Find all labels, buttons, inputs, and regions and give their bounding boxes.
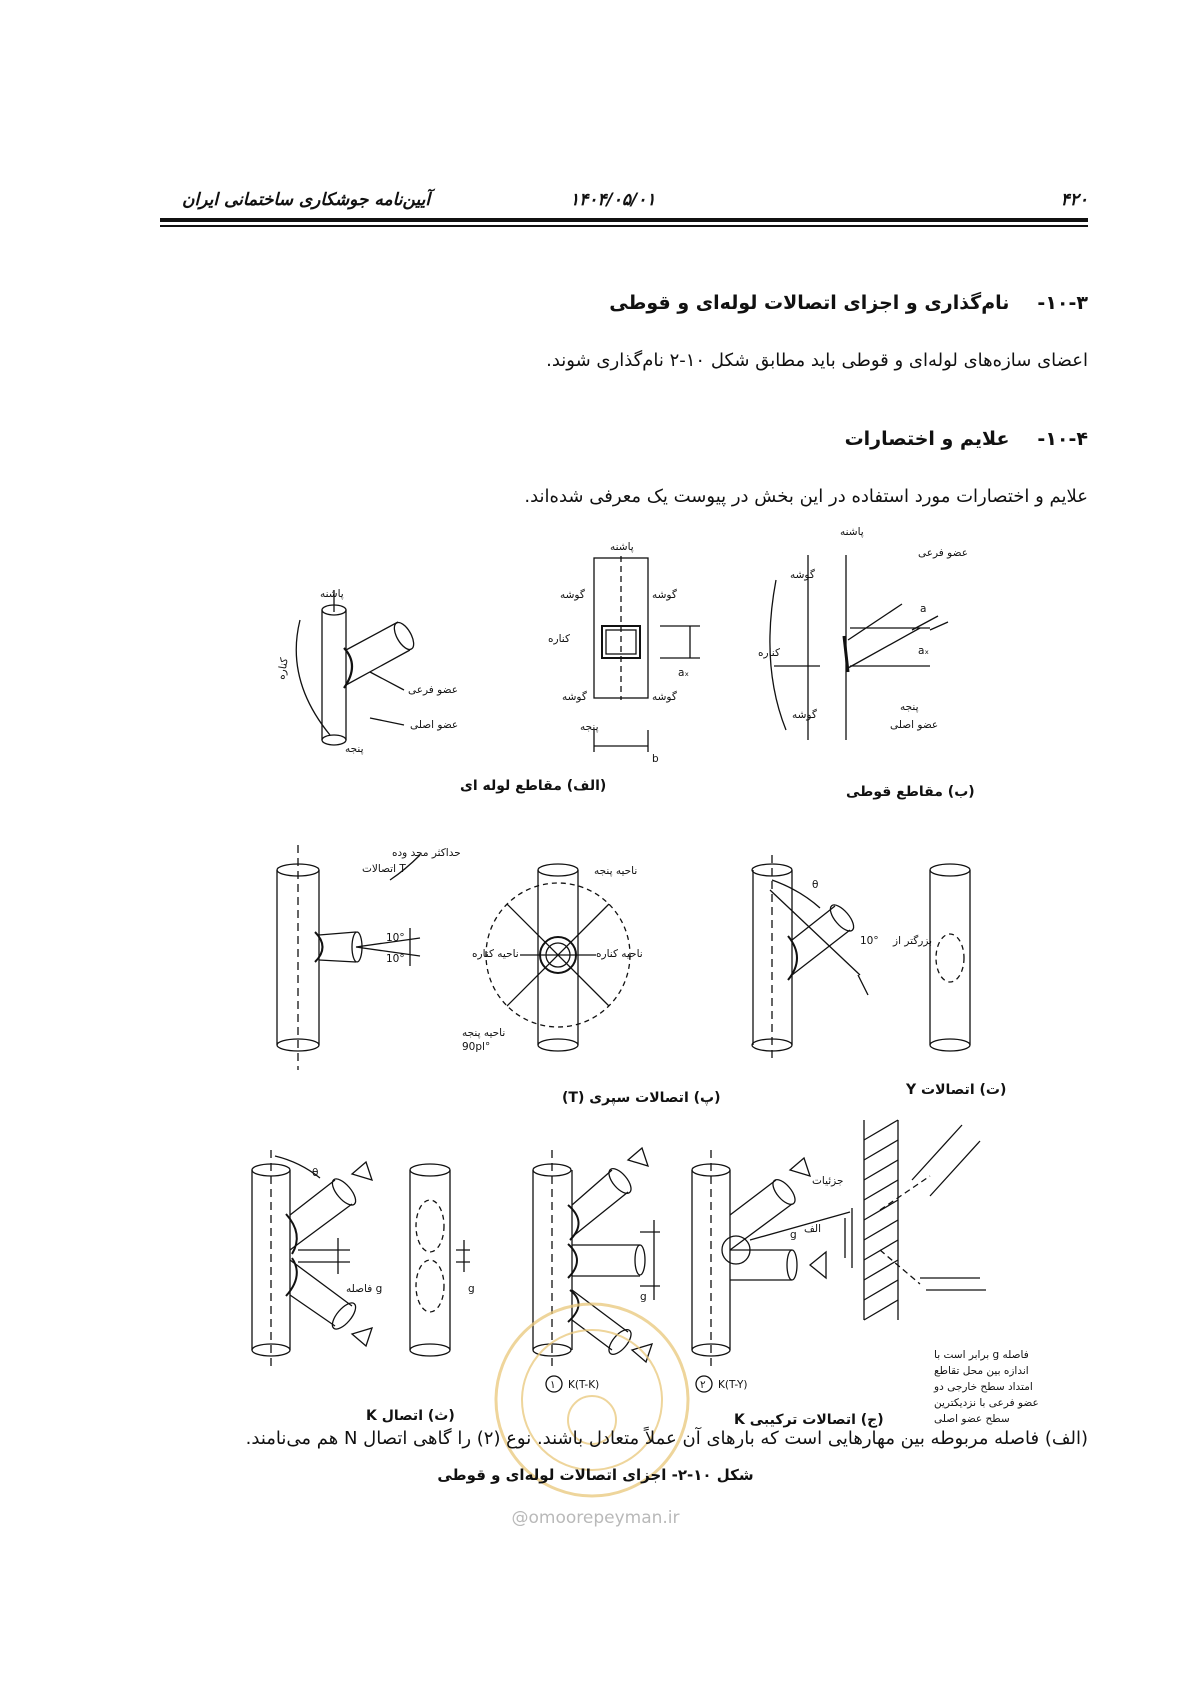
label-ax-box: aₓ [678,667,690,679]
label-larger-than: بزرگتر از [893,935,933,947]
caption-a: (الف) مقاطع لوله ای [460,778,607,794]
caption-p: (پ) اتصالات سپری (T) [562,1090,721,1106]
label-side-b: کناره [758,647,780,659]
label-ax: aₓ [918,645,930,657]
label-side-zone-left: ناحیه کناره [472,948,519,960]
section-title: نام‌گذاری و اجزای اتصالات لوله‌ای و قوطی [609,292,1010,314]
label-corner-box-2: گوشه [652,589,677,601]
label-theta-k: θ [312,1167,319,1179]
label-corner-box-4: گوشه [652,691,677,703]
label-corner-box-1: گوشه [560,589,585,601]
panel-p-t-connection [277,845,461,1070]
label-10deg-2: 10° [386,953,405,965]
label-10deg-y: 10° [860,935,879,947]
gap-note-line-5: سطح عضو اصلی [934,1413,1010,1425]
label-detail: جزئیات [812,1175,844,1187]
label-side-zone-right: ناحیه کناره [596,948,643,960]
header-page-number: ۴۲۰ [1060,190,1088,210]
label-num-2: ۲ [700,1379,706,1391]
section-title: علایم و اختصارات [844,428,1010,450]
gap-note-line-1: فاصله g برابر است با [934,1349,1029,1361]
panel-s-k-face-view [410,1164,475,1356]
panel-j-k-ty [692,1150,850,1370]
panel-t-y-connection [752,855,932,1060]
label-branch: عضو فرعی [408,684,458,696]
header-date: ۱۴۰۴/۰۵/۰۱ [570,190,656,210]
caption-s: (ث) اتصال K [366,1408,455,1424]
label-a: a [920,603,927,615]
panel-p-zone-view [462,864,643,1053]
label-toe-zone-2: ناحیه پنجه [462,1027,506,1039]
label-alef: الف [804,1223,821,1235]
label-toe-box: پنجه [580,721,599,733]
label-g-k: g [468,1283,475,1295]
gap-note-line-2: اندازه بین محل تقاطع [934,1365,1029,1377]
label-toe-b: پنجه [900,701,919,713]
panel-b-box-side-view [758,526,968,740]
section-number: ۱۰-۳- [1037,292,1088,314]
panel-a-pipe-section [275,588,458,755]
panel-s-k-connection [252,1150,382,1370]
label-b: b [652,753,659,765]
label-corner-box-3: گوشه [562,691,587,703]
panel-t-y-face-view [930,864,970,1051]
label-branch-b: عضو فرعی [918,547,968,559]
label-heel: پاشنه [320,588,344,600]
panel-j-k-tk [533,1148,660,1370]
label-heel-box: پاشنه [610,541,634,553]
label-toe-zone: ناحیه پنجه [594,865,638,877]
label-g-tk: g [640,1291,647,1303]
label-max-range: حداکثر محد وده [392,847,461,859]
label-t-connections: اتصالات T [362,863,406,875]
caption-b: (ب) مقاطع قوطی [846,784,975,800]
label-corner-b-2: گوشه [792,709,817,721]
section-body-10-3: اعضای سازه‌های لوله‌ای و قوطی باید مطابق شکل ۱۰-۲ نام‌گذاری شوند. [546,350,1088,371]
section-number: ۱۰-۴- [1037,428,1088,450]
label-toe: پنجه [345,743,364,755]
label-corner-b-1: گوشه [790,569,815,581]
label-main: عضو اصلی [410,719,459,731]
panel-j-type-labels [546,1376,748,1392]
label-main-b: عضو اصلی [890,719,939,731]
label-heel-b: پاشنه [840,526,864,538]
label-ktk: K(T-K) [568,1379,600,1391]
label-side-box: کناره [548,633,570,645]
label-num-1: ۱ [550,1379,556,1391]
figure-note: (الف) فاصله مربوطه بین مهارهایی است که بارهای آن عملاً متعادل باشند. نوع (۲) را گاهی اتصال N هم می‌نامند. [245,1428,1088,1449]
figure-title: شکل ۱۰-۲- اجزای اتصالات لوله‌ای و قوطی [437,1466,754,1484]
label-theta-y: θ [812,879,819,891]
gap-note-line-3: امتداد سطح خارجی دو [934,1381,1033,1393]
label-g-ty: g [790,1229,797,1241]
panel-b-box-end-view [548,541,700,765]
label-10deg-1: 10° [386,932,405,944]
section-body-10-4: علایم و اختصارات مورد استفاده در این بخش در پیوست یک معرفی شده‌اند. [524,486,1088,507]
gap-note-line-4: عضو فرعی با نزدیکترین [934,1397,1039,1409]
label-kty: K(T-Y) [718,1379,748,1391]
caption-t: (ت) اتصالات Y [906,1082,1007,1098]
label-gap-k: فاصله g [346,1283,383,1295]
caption-j: (ج) اتصالات ترکیبی K [734,1412,884,1428]
label-side: کناره [275,656,291,681]
label-90pl: 90pl° [462,1041,491,1053]
panel-j-detail [845,1120,1039,1425]
header-book-title: آیین‌نامه جوشکاری ساختمانی ایران [182,190,431,210]
watermark-url: @omoorepeyman.ir [511,1508,680,1528]
